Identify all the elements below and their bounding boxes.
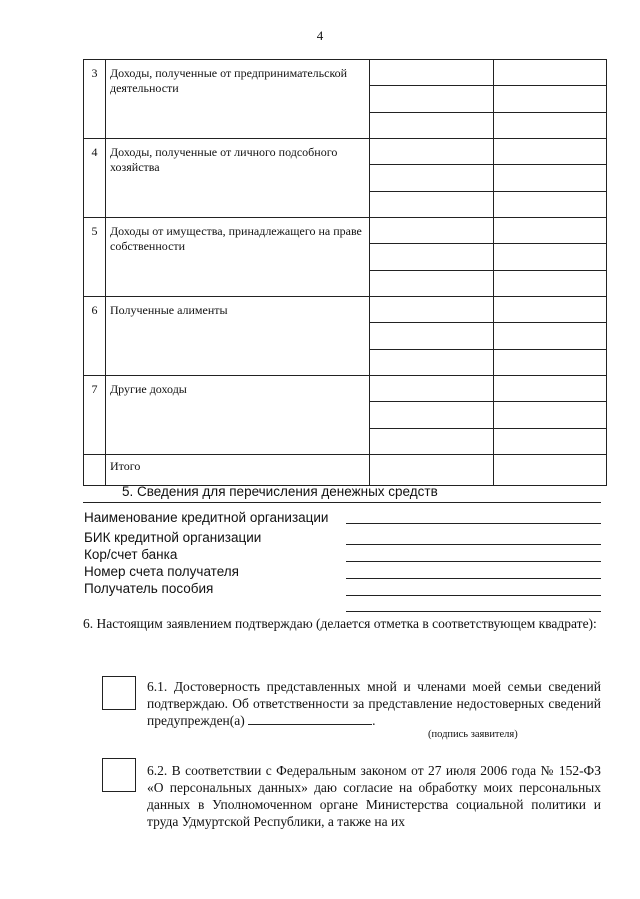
table-cell[interactable]: [370, 429, 494, 455]
table-cell[interactable]: [494, 60, 607, 86]
total-cell[interactable]: [494, 455, 607, 486]
table-cell[interactable]: [370, 350, 494, 376]
confirm-accuracy-checkbox[interactable]: [102, 676, 136, 710]
table-cell[interactable]: [494, 350, 607, 376]
recipient-account-field[interactable]: [346, 578, 601, 579]
table-cell[interactable]: [494, 218, 607, 244]
table-cell[interactable]: [494, 402, 607, 429]
bank-name-field[interactable]: [346, 523, 601, 524]
recipient-account-label: Номер счета получателя: [84, 564, 239, 579]
table-cell[interactable]: [370, 139, 494, 165]
extra-field-line[interactable]: [346, 611, 601, 612]
row-number: 7: [84, 376, 106, 455]
consent-personal-data-checkbox[interactable]: [102, 758, 136, 792]
table-cell[interactable]: [370, 165, 494, 192]
table-cell[interactable]: [494, 429, 607, 455]
signature-caption: (подпись заявителя): [428, 729, 518, 740]
section-6-2-text: 6.2. В соответствии с Федеральным законом от 27 июля 2006 года № 152-ФЗ «О персональных данных» даю согласие на обработку моих персональных данных в Уполномоченном органе Министерства социальной политики и труда Удмуртской Республики, а также на их: [147, 763, 601, 829]
row-number: 4: [84, 139, 106, 218]
section-6-1-body: 6.1. Достоверность представленных мной и членами моей семьи сведений подтверждаю. Об ответственности за представление недостоверных сведений предупрежден(а): [147, 679, 601, 728]
table-cell[interactable]: [370, 323, 494, 350]
table-cell[interactable]: [370, 60, 494, 86]
bik-field[interactable]: [346, 544, 601, 545]
table-cell[interactable]: [370, 376, 494, 402]
income-type-label: Доходы от имущества, принадлежащего на праве собственности: [106, 218, 370, 297]
table-cell[interactable]: [494, 86, 607, 113]
bank-name-label: Наименование кредитной организации: [84, 510, 329, 525]
row-number: [84, 455, 106, 486]
table-cell[interactable]: [494, 244, 607, 271]
table-cell[interactable]: [370, 192, 494, 218]
section-6-intro: 6. Настоящим заявлением подтверждаю (делается отметка в соответствующем квадрате):: [83, 616, 597, 631]
table-cell[interactable]: [494, 323, 607, 350]
total-cell[interactable]: [370, 455, 494, 486]
table-cell[interactable]: [494, 139, 607, 165]
table-cell[interactable]: [370, 113, 494, 139]
table-cell[interactable]: [370, 218, 494, 244]
bik-label: БИК кредитной организации: [84, 530, 262, 545]
income-type-label: Полученные алименты: [106, 297, 370, 376]
section-6-1-text: 6.1. Достоверность представленных мной и членами моей семьи сведений подтверждаю. Об ответственности за представление недостоверных сведений предупрежден(а) .: [147, 679, 601, 728]
income-table: [83, 59, 607, 486]
section-5-title: 5. Сведения для перечисления денежных средств: [122, 484, 438, 499]
benefit-recipient-field[interactable]: [346, 595, 601, 596]
divider: [83, 502, 601, 503]
income-type-label: Другие доходы: [106, 376, 370, 455]
income-type-label: Доходы, полученные от личного подсобного хозяйства: [106, 139, 370, 218]
signature-line[interactable]: [248, 712, 372, 725]
row-number: 5: [84, 218, 106, 297]
row-number: 6: [84, 297, 106, 376]
benefit-recipient-label: Получатель пособия: [84, 581, 214, 596]
total-label: Итого: [106, 455, 370, 486]
table-cell[interactable]: [370, 271, 494, 297]
table-cell[interactable]: [370, 86, 494, 113]
table-cell[interactable]: [370, 244, 494, 271]
corr-account-field[interactable]: [346, 561, 601, 562]
page-number: 4: [316, 28, 324, 43]
corr-account-label: Кор/счет банка: [84, 547, 178, 562]
row-number: 3: [84, 60, 106, 139]
table-cell[interactable]: [494, 192, 607, 218]
table-cell[interactable]: [494, 113, 607, 139]
income-type-label: Доходы, полученные от предпринимательской деятельности: [106, 60, 370, 139]
table-cell[interactable]: [370, 297, 494, 323]
table-cell[interactable]: [494, 271, 607, 297]
table-cell[interactable]: [370, 402, 494, 429]
table-cell[interactable]: [494, 165, 607, 192]
table-cell[interactable]: [494, 376, 607, 402]
table-cell[interactable]: [494, 297, 607, 323]
